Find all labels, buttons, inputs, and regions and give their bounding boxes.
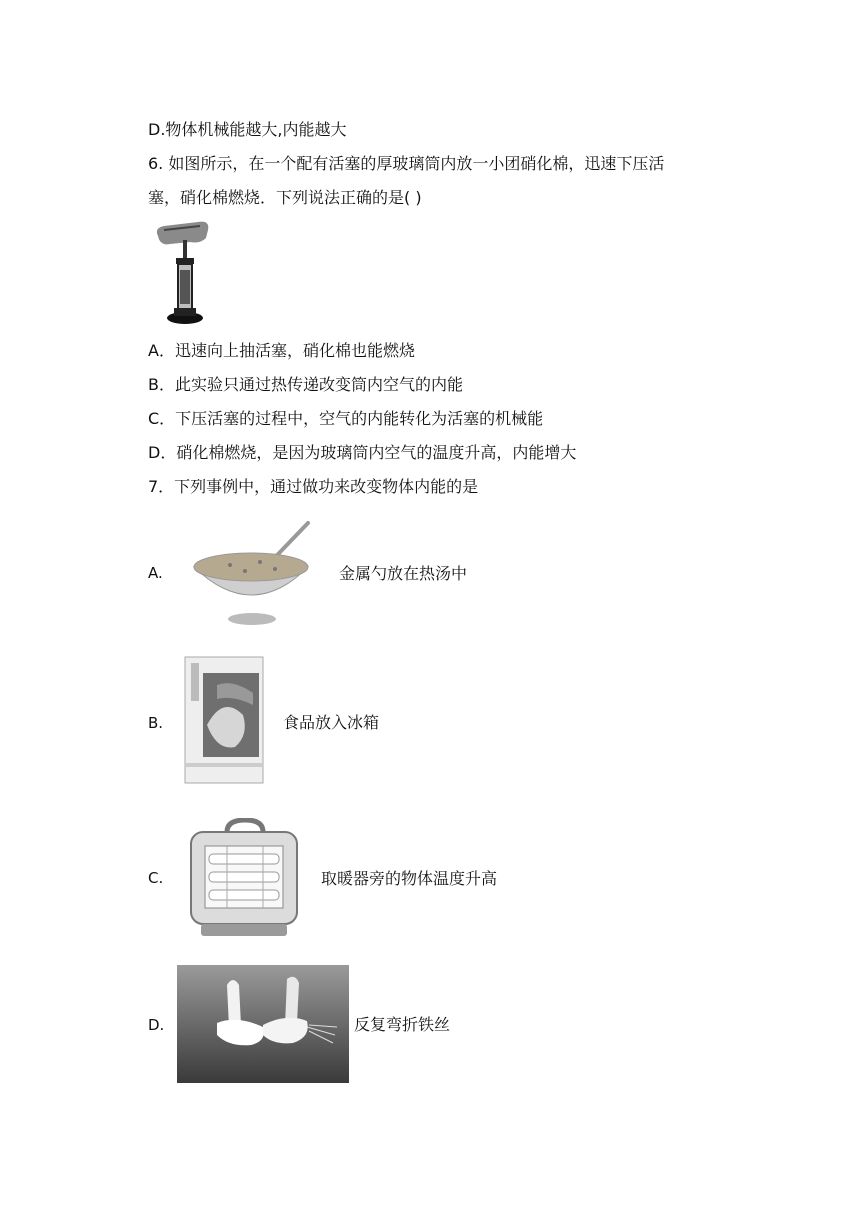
prev-question-option-d: D.物体机械能越大,内能越大 — [148, 120, 347, 139]
question-6-stem-line2: 塞，硝化棉燃烧．下列说法正确的是( ) — [148, 188, 422, 207]
refrigerator-image — [183, 655, 265, 785]
bowl-of-soup-image — [190, 515, 315, 630]
question-7-option-b-label: B. — [148, 714, 164, 732]
question-7-stem: 7．下列事例中，通过做功来改变物体内能的是 — [148, 477, 479, 496]
question-7-option-d-text: 反复弯折铁丝 — [354, 1015, 451, 1034]
question-7-option-b-text: 食品放入冰箱 — [283, 713, 380, 732]
question-7-option-d-label: D. — [148, 1016, 165, 1034]
question-7-option-a-text: 金属勺放在热汤中 — [339, 564, 468, 583]
question-6-option-a: A．迅速向上抽活塞，硝化棉也能燃烧 — [148, 341, 415, 360]
question-7-option-c-label: C. — [148, 869, 164, 887]
question-7-option-a-label: A. — [148, 564, 163, 582]
question-6-option-b: B．此实验只通过热传递改变筒内空气的内能 — [148, 375, 463, 394]
question-6-stem-line1: 6. 如图所示，在一个配有活塞的厚玻璃筒内放一小团硝化棉，迅速下压活 — [148, 154, 665, 173]
electric-heater-image — [187, 818, 302, 940]
question-7-option-c-text: 取暖器旁的物体温度升高 — [321, 869, 498, 888]
question-6-option-c: C．下压活塞的过程中，空气的内能转化为活塞的机械能 — [148, 409, 544, 428]
piston-cylinder-figure — [150, 218, 220, 328]
question-6-option-d: D．硝化棉燃烧，是因为玻璃筒内空气的温度升高，内能增大 — [148, 443, 577, 462]
bending-wire-image — [177, 965, 349, 1083]
